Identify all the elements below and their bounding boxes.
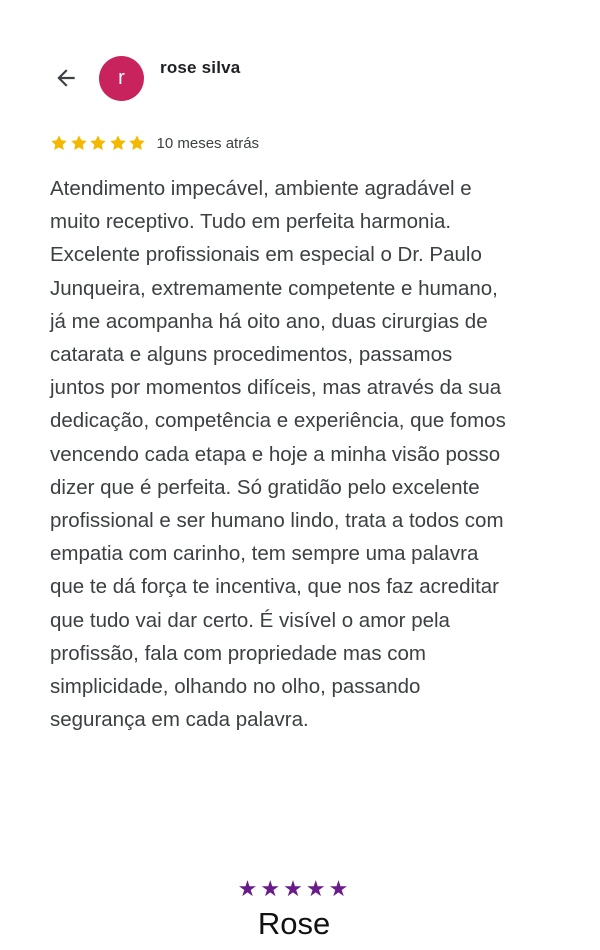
review-text-line: juntos por momentos difíceis, mas através da sua bbox=[50, 376, 502, 400]
star-icon bbox=[89, 134, 107, 152]
avatar-letter: r bbox=[118, 67, 125, 89]
review-header bbox=[0, 0, 600, 120]
review-text-line: vencendo cada etapa e hoje a minha visão posso bbox=[50, 442, 501, 466]
review-text-line: que te dá força te incentiva, que nos faz acreditar bbox=[50, 575, 499, 599]
review-text-line: Junqueira, extremamente competente e humano, bbox=[50, 276, 498, 300]
star-icon bbox=[70, 134, 88, 152]
review-text-line: segurança em cada palavra. bbox=[50, 708, 309, 732]
footer-star-rating bbox=[0, 878, 586, 902]
review-text-line: que tudo vai dar certo. É visível o amor pela bbox=[50, 608, 450, 632]
star-icon: ★ bbox=[305, 877, 326, 902]
review-text-line: empatia com carinho, tem sempre uma palavra bbox=[50, 542, 479, 566]
arrow-back-icon bbox=[53, 65, 79, 91]
review-text-line: Excelente profissionais em especial o Dr. Paulo bbox=[50, 243, 482, 267]
review-text-line: já me acompanha há oito ano, duas cirurgias de bbox=[50, 309, 488, 333]
author-name[interactable]: rose silva bbox=[160, 58, 241, 77]
review-text bbox=[50, 172, 570, 736]
avatar[interactable] bbox=[99, 56, 144, 101]
star-icon: ★ bbox=[260, 877, 281, 902]
review-text-line: simplicidade, olhando no olho, passando bbox=[50, 675, 421, 699]
review-text-line: muito receptivo. Tudo em perfeita harmonia. bbox=[50, 210, 452, 234]
review-text-line: dedicação, competência e experiência, que fomos bbox=[50, 409, 506, 433]
star-icon bbox=[109, 134, 127, 152]
rating-row bbox=[50, 132, 259, 154]
review-text-line: profissão, fala com propriedade mas com bbox=[50, 641, 427, 665]
back-button[interactable] bbox=[50, 62, 82, 94]
star-icon: ★ bbox=[283, 877, 303, 902]
star-icon bbox=[128, 134, 146, 152]
review-time: 10 meses atrás bbox=[156, 134, 260, 152]
footer-reviewer-name: Rose bbox=[257, 906, 331, 941]
review-text-line: dizer que é perfeita. Só gratidão pelo excelente bbox=[50, 475, 480, 499]
star-rating bbox=[50, 134, 148, 152]
star-icon: ★ bbox=[328, 877, 349, 902]
star-icon bbox=[50, 134, 68, 152]
review-text-line: catarata e alguns procedimentos, passamos bbox=[50, 343, 453, 367]
review-text-line: profissional e ser humano lindo, trata a todos com bbox=[50, 509, 504, 533]
review-text-line: Atendimento impecável, ambiente agradável e bbox=[50, 177, 472, 200]
star-icon: ★ bbox=[237, 877, 258, 902]
